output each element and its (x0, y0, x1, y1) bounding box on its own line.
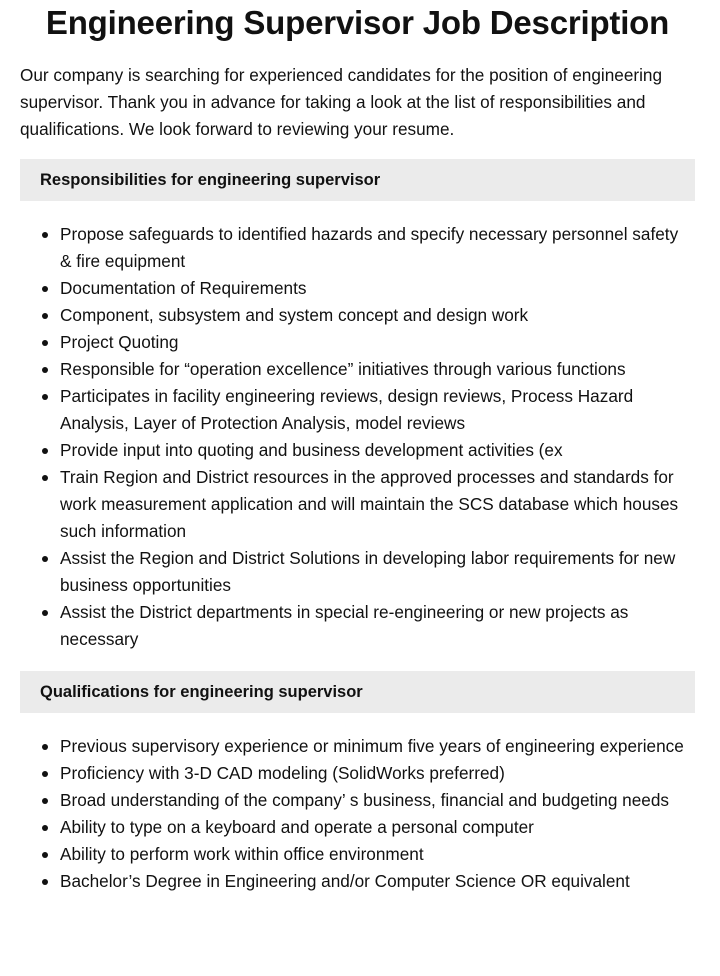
bullet-icon (42, 798, 48, 804)
list-item: Bachelor’s Degree in Engineering and/or Computer Science OR equivalent (60, 868, 695, 895)
bullet-icon (42, 744, 48, 750)
bullet-icon (42, 771, 48, 777)
responsibilities-heading: Responsibilities for engineering supervisor (20, 159, 695, 201)
bullet-icon (42, 313, 48, 319)
bullet-icon (42, 556, 48, 562)
bullet-icon (42, 232, 48, 238)
list-item: Broad understanding of the company’ s business, financial and budgeting needs (60, 787, 695, 814)
qualifications-heading: Qualifications for engineering supervisor (20, 671, 695, 713)
bullet-icon (42, 825, 48, 831)
list-item: Train Region and District resources in the approved processes and standards for work measurement application and will maintain the SCS database which houses such information (60, 464, 695, 545)
bullet-icon (42, 448, 48, 454)
bullet-icon (42, 610, 48, 616)
list-item: Documentation of Requirements (60, 275, 695, 302)
bullet-icon (42, 475, 48, 481)
list-item: Project Quoting (60, 329, 695, 356)
intro-paragraph: Our company is searching for experienced candidates for the position of engineering supervisor. Thank you in advance for taking a look at the list of responsibilities and qualifications. We look forward to reviewing your resume. (20, 65, 663, 139)
bullet-icon (42, 852, 48, 858)
bullet-icon (42, 879, 48, 885)
list-item: Component, subsystem and system concept and design work (60, 302, 695, 329)
list-item: Ability to type on a keyboard and operate a personal computer (60, 814, 695, 841)
list-item: Previous supervisory experience or minimum five years of engineering experience (60, 733, 695, 760)
list-item: Propose safeguards to identified hazards and specify necessary personnel safety & fire equipment (60, 221, 695, 275)
qualifications-list (20, 733, 695, 895)
bullet-icon (42, 367, 48, 373)
list-item: Assist the Region and District Solutions in developing labor requirements for new business opportunities (60, 545, 695, 599)
list-item: Assist the District departments in special re-engineering or new projects as necessary (60, 599, 695, 653)
page-title: Engineering Supervisor Job Description (45, 4, 670, 41)
bullet-icon (42, 394, 48, 400)
list-item: Participates in facility engineering reviews, design reviews, Process Hazard Analysis, Layer of Protection Analysis, model reviews (60, 383, 695, 437)
list-item: Ability to perform work within office environment (60, 841, 695, 868)
list-item: Proficiency with 3-D CAD modeling (SolidWorks preferred) (60, 760, 695, 787)
bullet-icon (42, 340, 48, 346)
list-item: Responsible for “operation excellence” initiatives through various functions (60, 356, 695, 383)
list-item: Provide input into quoting and business development activities (ex (60, 437, 695, 464)
responsibilities-list (20, 221, 695, 653)
bullet-icon (42, 286, 48, 292)
